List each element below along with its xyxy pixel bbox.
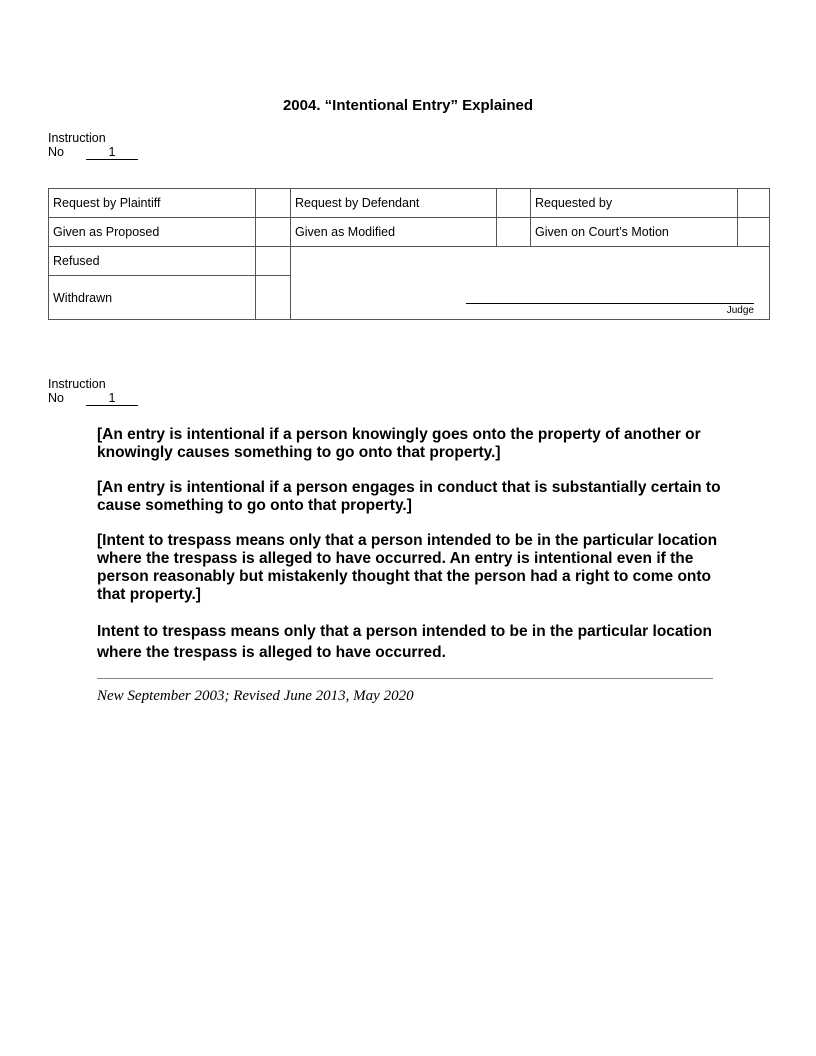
instruction-number-block-1: [48, 131, 138, 160]
request-by-defendant-label: Request by Defendant: [291, 189, 497, 218]
judge-label: Judge: [726, 305, 754, 316]
requested-by-label: Requested by: [531, 189, 738, 218]
request-by-plaintiff-box[interactable]: [256, 189, 291, 218]
instruction-label: Instruction: [48, 131, 106, 145]
given-on-courts-motion-label: Given on Court’s Motion: [531, 218, 738, 247]
request-by-defendant-box[interactable]: [497, 189, 531, 218]
judge-signature-area: [291, 247, 770, 320]
request-by-plaintiff-label: Request by Plaintiff: [49, 189, 256, 218]
instruction-paragraph-2: [An entry is intentional if a person engages in conduct that is substantially certain to cause something to go onto that property.]: [97, 479, 721, 514]
refused-box[interactable]: [256, 247, 291, 276]
withdrawn-box[interactable]: [256, 276, 291, 320]
page-title: 2004. “Intentional Entry” Explained: [282, 97, 534, 114]
given-as-proposed-label: Given as Proposed: [49, 218, 256, 247]
judge-signature-line: [466, 303, 754, 304]
given-as-proposed-box[interactable]: [256, 218, 291, 247]
given-as-modified-box[interactable]: [497, 218, 531, 247]
requested-by-box[interactable]: [738, 189, 770, 218]
no-label: No: [48, 145, 64, 159]
instruction-status-form: [48, 188, 770, 320]
instruction-number-block-2: [48, 377, 138, 406]
instruction-label: Instruction: [48, 377, 106, 391]
instruction-paragraph-1: [An entry is intentional if a person knowingly goes onto the property of another or knowingly causes something to go onto that property.]: [97, 426, 701, 461]
refused-label: Refused: [49, 247, 256, 276]
no-label: No: [48, 391, 64, 405]
instruction-paragraph-4: Intent to trespass means only that a person intended to be in the particular location where the trespass is alleged to have occurred.: [97, 623, 712, 661]
divider: [97, 678, 713, 679]
withdrawn-label: Withdrawn: [49, 276, 256, 320]
given-on-courts-motion-box[interactable]: [738, 218, 770, 247]
instruction-paragraph-3: [Intent to trespass means only that a person intended to be in the particular location where the trespass is alleged to have occurred. An entry is intentional even if the person reasonably but mistakenly thought that the person had a right to come onto that property.]: [97, 532, 718, 603]
given-as-modified-label: Given as Modified: [291, 218, 497, 247]
instruction-number: 1: [86, 146, 138, 160]
instruction-number: 1: [86, 392, 138, 406]
revision-history: New September 2003; Revised June 2013, May 2020: [97, 688, 414, 704]
